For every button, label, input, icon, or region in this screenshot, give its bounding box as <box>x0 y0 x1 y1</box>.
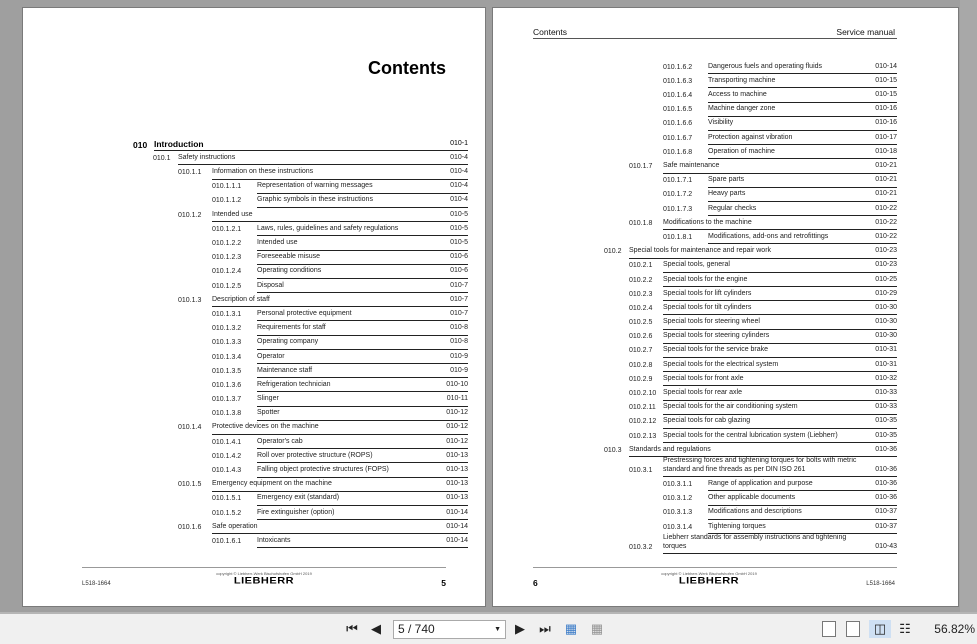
toc-entry[interactable] <box>153 336 468 350</box>
toc-entry[interactable] <box>153 222 468 236</box>
last-page-icon: ⏭ <box>539 621 551 636</box>
section-title: Requirements for staff <box>257 324 326 332</box>
toc-entry[interactable] <box>153 236 468 250</box>
section-title: Information on these instructions <box>212 168 314 176</box>
section-page: 010-12 <box>446 409 468 417</box>
section-page: 010-15 <box>875 91 897 99</box>
section-page: 010-4 <box>450 168 468 176</box>
footer-divider <box>533 567 897 568</box>
section-title: Emergency equipment on the machine <box>212 480 332 488</box>
section-title: Regular checks <box>708 204 757 212</box>
section-title: Special tools for rear axle <box>663 389 742 396</box>
toc-entry[interactable] <box>604 174 897 188</box>
toc-entry[interactable] <box>604 74 897 88</box>
section-number: 010.1 <box>153 154 171 162</box>
section-title: Operating conditions <box>257 267 322 275</box>
section-title: Maintenance staff <box>257 366 313 374</box>
section-page: 010-1 <box>450 139 468 147</box>
section-title: Liebherr standards for assembly instructions and tightening torques <box>663 534 847 550</box>
toc-entry[interactable] <box>153 392 468 406</box>
section-page: 010-22 <box>875 204 897 212</box>
section-title: Description of staff <box>212 295 270 303</box>
section-page: 010-9 <box>450 352 468 360</box>
toc-entry[interactable] <box>153 151 468 165</box>
section-page: 010-9 <box>450 366 468 374</box>
section-page: 010-33 <box>875 403 897 411</box>
section-page: 010-5 <box>450 224 468 232</box>
table-grid-icon: ▦ <box>590 621 604 636</box>
pdf-toolbar <box>0 612 977 644</box>
section-page: 010-16 <box>875 119 897 127</box>
section-page: 010-22 <box>875 218 897 226</box>
toc-entry[interactable] <box>153 478 468 492</box>
toc-entry[interactable] <box>604 145 897 159</box>
section-number: 010.3.2 <box>629 543 653 551</box>
page-number-select[interactable] <box>393 620 506 639</box>
section-number: 010.2.2 <box>629 276 653 284</box>
section-title: Operating company <box>257 338 319 346</box>
continuous-page-icon <box>846 621 860 637</box>
section-page: 010-36 <box>875 479 897 487</box>
section-page: 010-14 <box>446 522 468 530</box>
section-number: 010.1.2.3 <box>212 254 242 262</box>
section-title: Introduction <box>154 138 204 149</box>
section-number: 010.1.6.5 <box>663 106 693 114</box>
vertical-scrollbar[interactable] <box>960 0 977 612</box>
toc-entry[interactable] <box>604 344 897 358</box>
header-left: Contents <box>533 27 568 37</box>
section-number: 010.2.8 <box>629 361 653 369</box>
section-title: Spotter <box>257 409 280 417</box>
section-page: 010-29 <box>875 289 897 297</box>
toc-entry[interactable] <box>153 208 468 222</box>
section-title: Safe maintenance <box>663 162 720 169</box>
section-page: 010-30 <box>875 303 897 311</box>
toc-entry[interactable] <box>604 358 897 372</box>
section-title: Special tools for cab glazing <box>663 417 751 425</box>
section-page: 010-30 <box>875 332 897 340</box>
section-number: 010.1.2.1 <box>212 225 242 233</box>
section-page: 010-5 <box>450 210 468 218</box>
page-number: 5 <box>441 578 446 588</box>
section-number: 010.1.1.2 <box>212 197 242 205</box>
thumbnail-view-button[interactable] <box>588 620 606 638</box>
toc-entry[interactable] <box>604 506 897 520</box>
section-number: 010.1.4 <box>178 424 202 432</box>
toc-entry[interactable] <box>604 230 897 244</box>
toc-entry[interactable] <box>604 520 897 534</box>
toc-entry[interactable] <box>604 259 897 273</box>
section-number: 010.1.6.6 <box>663 120 693 128</box>
section-page: 010-14 <box>446 508 468 516</box>
two-page-continuous-button[interactable] <box>897 620 913 638</box>
section-number: 010.2.7 <box>629 347 653 355</box>
table-of-contents <box>133 137 468 548</box>
toc-entry[interactable] <box>153 534 468 548</box>
section-page: 010-21 <box>875 176 897 184</box>
toc-entry[interactable] <box>153 520 468 534</box>
section-title: Transporting machine <box>708 76 776 84</box>
section-page: 010-8 <box>450 324 468 332</box>
section-number: 010.1.5.2 <box>212 509 242 517</box>
toc-entry[interactable] <box>153 279 468 293</box>
section-number: 010.1.6 <box>178 523 202 531</box>
section-page: 010-7 <box>450 309 468 317</box>
first-page-button[interactable] <box>343 620 361 638</box>
section-page: 010-31 <box>875 346 897 354</box>
section-number: 010.1.5 <box>178 481 202 489</box>
section-page: 010-36 <box>875 465 897 473</box>
toc-entry[interactable] <box>153 435 468 449</box>
section-number: 010.1.1.1 <box>212 183 242 191</box>
first-page-icon: ⏮ <box>346 621 358 636</box>
toc-entry[interactable] <box>604 330 897 344</box>
section-number: 010.1.2 <box>178 211 202 219</box>
section-title: Special tools for the air conditioning system <box>663 403 798 411</box>
section-title: Modifications to the machine <box>663 218 752 226</box>
toc-entry[interactable] <box>153 378 468 392</box>
section-title: Operation of machine <box>708 147 775 155</box>
bookmark-view-button[interactable] <box>562 620 580 638</box>
section-title: Graphic symbols in these instructions <box>257 196 373 204</box>
section-page: 010-11 <box>446 395 468 403</box>
section-number: 010.1.1 <box>178 169 202 177</box>
two-page-icon: ◫ <box>873 621 887 636</box>
section-number: 010.1.3.2 <box>212 325 242 333</box>
section-number: 010.2.3 <box>629 290 653 298</box>
section-number: 010.1.4.1 <box>212 438 242 446</box>
section-number: 010.1.6.2 <box>663 63 693 71</box>
toc-entry[interactable] <box>153 293 468 307</box>
section-page: 010-6 <box>450 253 468 261</box>
section-page: 010-15 <box>875 76 897 84</box>
section-title: Standards and regulations <box>629 445 711 453</box>
footer-divider <box>82 567 446 568</box>
section-page: 010-37 <box>875 508 897 516</box>
section-number: 010.3.1.2 <box>663 495 693 503</box>
section-number: 010.1.6.1 <box>212 537 242 545</box>
toc-entry[interactable] <box>604 315 897 329</box>
section-page: 010-18 <box>875 147 897 155</box>
toc-entry[interactable] <box>604 301 897 315</box>
continuous-view-button[interactable] <box>846 620 860 638</box>
section-number: 010.1.8.1 <box>663 233 693 241</box>
pdf-page-5 <box>22 7 486 607</box>
section-title: Roll over protective structure (ROPS) <box>257 451 373 459</box>
previous-page-icon: ◀ <box>371 621 381 636</box>
toc-entry[interactable] <box>153 194 468 208</box>
previous-page-button[interactable] <box>368 620 384 638</box>
section-title: Intended use <box>212 210 253 218</box>
toc-entry[interactable] <box>153 180 468 194</box>
section-page: 010-7 <box>450 281 468 289</box>
section-number: 010.2.1 <box>629 262 653 270</box>
toc-entry[interactable] <box>604 103 897 117</box>
section-number: 010.3.1.4 <box>663 523 693 531</box>
section-page: 010-13 <box>446 466 468 473</box>
section-title: Special tools, general <box>663 261 730 269</box>
toc-entry[interactable] <box>153 407 468 421</box>
section-title: Modifications and descriptions <box>708 508 802 516</box>
toc-entry[interactable] <box>153 364 468 378</box>
page-number: 6 <box>533 578 538 588</box>
section-title: Dangerous fuels and operating fluids <box>708 62 823 70</box>
toc-entry[interactable] <box>604 216 897 230</box>
section-title: Slinger <box>257 395 279 403</box>
section-page: 010-8 <box>450 338 468 346</box>
section-page: 010-10 <box>446 380 468 388</box>
toc-entry[interactable] <box>604 443 897 457</box>
section-number: 010 <box>133 139 148 150</box>
section-number: 010.1.7.3 <box>663 205 693 213</box>
toc-entry[interactable] <box>153 463 468 477</box>
section-title: Spare parts <box>708 176 745 184</box>
section-page: 010-16 <box>875 105 897 113</box>
section-title: Representation of warning messages <box>257 182 373 190</box>
section-number: 010.3 <box>604 446 622 454</box>
toc-entry[interactable] <box>604 429 897 443</box>
toc-entry[interactable] <box>604 386 897 400</box>
section-page: 010-4 <box>450 196 468 204</box>
toc-entry[interactable] <box>153 421 468 435</box>
section-page: 010-17 <box>875 133 897 141</box>
section-title: Safety instructions <box>178 153 236 161</box>
header-divider <box>533 38 897 39</box>
section-number: 010.1.2.2 <box>212 240 242 247</box>
section-number: 010.2.10 <box>629 390 657 397</box>
chevron-down-icon: ▼ <box>494 626 501 633</box>
section-title: Heavy parts <box>708 190 746 198</box>
section-title: Special tools for steering cylinders <box>663 332 770 340</box>
section-page: 010-12 <box>446 437 468 445</box>
section-page: 010-13 <box>446 451 468 459</box>
section-number: 010.1.3 <box>178 296 202 304</box>
section-number: 010.2.4 <box>629 304 653 312</box>
section-page: 010-6 <box>450 267 468 275</box>
section-page: 010-23 <box>875 261 897 269</box>
pdf-page-6 <box>492 7 959 607</box>
section-page: 010-4 <box>450 153 468 161</box>
section-page: 010-14 <box>875 62 897 70</box>
toc-entry[interactable] <box>604 159 897 173</box>
section-number: 010.1.3.1 <box>212 310 242 318</box>
section-number: 010.1.7 <box>629 163 653 170</box>
section-number: 010.1.3.6 <box>212 381 242 389</box>
toc-entry[interactable] <box>604 415 897 429</box>
section-title: Modifications, add-ons and retrofittings <box>708 232 829 240</box>
section-page: 010-36 <box>875 445 897 453</box>
section-number: 010.2.13 <box>629 432 657 440</box>
toc-entry[interactable] <box>604 401 897 415</box>
section-number: 010.1.4.3 <box>212 467 242 474</box>
section-number: 010.1.3.5 <box>212 367 242 375</box>
section-number: 010.2.5 <box>629 319 653 327</box>
single-page-view-button[interactable] <box>822 620 836 638</box>
section-title: Special tools for steering wheel <box>663 318 760 326</box>
toc-entry[interactable] <box>604 491 897 505</box>
toc-entry[interactable] <box>153 350 468 364</box>
section-number: 010.1.6.8 <box>663 148 693 156</box>
section-number: 010.1.5.1 <box>212 495 242 503</box>
toc-entry[interactable] <box>604 287 897 301</box>
section-title: Access to machine <box>708 91 767 99</box>
toc-entry[interactable] <box>153 265 468 279</box>
single-page-icon <box>822 621 836 637</box>
section-title: Special tools for the electrical system <box>663 360 779 368</box>
section-title: Special tools for the central lubrication system (Liebherr) <box>663 431 838 439</box>
section-number: 010.2.11 <box>629 404 656 412</box>
section-page: 010-5 <box>450 239 468 246</box>
section-title: Operator's cab <box>257 437 303 445</box>
toc-entry[interactable] <box>153 251 468 265</box>
section-number: 010.1.6.4 <box>663 92 693 100</box>
next-page-button[interactable] <box>512 620 528 638</box>
section-number: 010.1.6.3 <box>663 77 693 85</box>
section-title: Foreseeable misuse <box>257 253 321 261</box>
section-title: Special tools for the engine <box>663 275 748 283</box>
section-title: Protective devices on the machine <box>212 423 319 431</box>
toc-entry[interactable] <box>604 188 897 202</box>
section-page: 010-32 <box>875 374 897 382</box>
section-title: Prestressing forces and tightening torques for bolts with metric standard and fine threads as per DIN ISO 261 <box>663 457 857 473</box>
toc-entry[interactable] <box>153 492 468 506</box>
toc-entry[interactable] <box>604 60 897 74</box>
section-title: Machine danger zone <box>708 105 776 113</box>
toc-entry[interactable] <box>604 273 897 287</box>
section-page: 010-37 <box>875 522 897 530</box>
section-title: Operator <box>257 352 285 360</box>
section-title: Special tools for tilt cylinders <box>663 303 752 311</box>
section-page: 010-33 <box>875 389 897 396</box>
section-title: Intoxicants <box>257 536 291 544</box>
section-page: 010-12 <box>446 423 468 431</box>
section-title: Emergency exit (standard) <box>257 494 340 502</box>
section-number: 010.1.7.2 <box>663 191 693 199</box>
section-page: 010-23 <box>875 247 897 255</box>
section-page: 010-22 <box>875 232 897 240</box>
section-title: Tightening torques <box>708 522 766 530</box>
section-number: 010.2.9 <box>629 375 653 383</box>
section-number: 010.2.6 <box>629 333 653 341</box>
table-grid-icon: ▦ <box>564 621 578 636</box>
section-number: 010.1.7.1 <box>663 177 693 185</box>
next-page-icon: ▶ <box>515 621 525 636</box>
section-title: Safe operation <box>212 522 258 530</box>
document-code: L518-1664 <box>82 581 111 587</box>
toc-entry[interactable] <box>604 244 897 258</box>
section-page: 010-7 <box>450 295 468 303</box>
copyright: copyright © Liebherr-Werk Bischofshofen GmbH 2019 <box>661 571 757 576</box>
section-title: Special tools for maintenance and repair work <box>629 247 772 255</box>
liebherr-logo: LIEBHERR <box>678 575 740 587</box>
toc-entry[interactable] <box>604 131 897 145</box>
section-title: Visibility <box>708 119 734 127</box>
last-page-button[interactable] <box>536 620 554 638</box>
toc-entry[interactable] <box>604 534 897 554</box>
toc-entry[interactable] <box>604 477 897 491</box>
section-page: 010-13 <box>446 480 468 488</box>
section-number: 010.1.8 <box>629 219 653 227</box>
section-page: 010-35 <box>875 431 897 439</box>
section-number: 010.1.2.5 <box>212 282 242 290</box>
section-page: 010-25 <box>875 275 897 283</box>
toc-entry[interactable] <box>133 137 468 151</box>
section-page: 010-13 <box>446 494 468 502</box>
toc-entry[interactable] <box>604 88 897 102</box>
section-title: Refrigeration technician <box>257 380 331 388</box>
section-title: Laws, rules, guidelines and safety regulations <box>257 224 399 232</box>
header-right: Service manual <box>836 27 895 37</box>
document-code: L518-1664 <box>866 581 895 587</box>
section-title: Personal protective equipment <box>257 309 352 317</box>
section-page: 010-21 <box>875 190 897 198</box>
section-number: 010.2 <box>604 248 622 256</box>
section-number: 010.1.3.4 <box>212 353 242 361</box>
toc-entry[interactable] <box>153 321 468 335</box>
table-of-contents <box>604 60 897 554</box>
toc-entry[interactable] <box>153 307 468 321</box>
toc-entry[interactable] <box>604 372 897 386</box>
toc-entry[interactable] <box>153 449 468 463</box>
section-number: 010.1.3.3 <box>212 339 242 347</box>
liebherr-logo: LIEBHERR <box>233 575 295 587</box>
section-title: Disposal <box>257 281 284 289</box>
section-page: 010-36 <box>875 494 897 502</box>
two-page-continuous-icon: ☷ <box>899 621 911 636</box>
section-title: Fire extinguisher (option) <box>257 508 335 516</box>
section-page: 010-21 <box>875 162 897 169</box>
section-title: Range of application and purpose <box>708 479 813 487</box>
section-page: 010-43 <box>875 542 897 550</box>
section-title: Other applicable documents <box>708 494 796 502</box>
toc-entry[interactable] <box>604 117 897 131</box>
section-title: Protection against vibration <box>708 133 793 141</box>
section-page: 010-30 <box>875 318 897 326</box>
page-title: Contents <box>368 58 446 78</box>
section-number: 010.3.1.1 <box>663 480 693 488</box>
section-number: 010.1.3.8 <box>212 410 242 418</box>
toc-entry[interactable] <box>153 506 468 520</box>
section-page: 010-4 <box>450 182 468 190</box>
section-number: 010.1.2.4 <box>212 268 242 276</box>
section-title: Intended use <box>257 239 298 246</box>
section-number: 010.1.3.7 <box>212 396 242 404</box>
two-page-view-button[interactable] <box>869 620 891 638</box>
toc-entry[interactable] <box>153 165 468 179</box>
section-page: 010-35 <box>875 417 897 425</box>
section-number: 010.1.6.7 <box>663 134 693 142</box>
section-number: 010.2.12 <box>629 418 657 426</box>
section-title: Falling object protective structures (FOPS) <box>257 466 389 473</box>
section-page: 010-31 <box>875 360 897 368</box>
section-page: 010-14 <box>446 536 468 544</box>
section-title: Special tools for lift cylinders <box>663 289 752 297</box>
section-title: Special tools for front axle <box>663 374 744 382</box>
copyright: copyright © Liebherr-Werk Bischofshofen GmbH 2019 <box>216 571 312 576</box>
section-number: 010.3.1.3 <box>663 509 693 517</box>
zoom-level[interactable]: 56.82% <box>934 622 975 636</box>
section-title: Special tools for the service brake <box>663 346 769 354</box>
section-number: 010.1.4.2 <box>212 452 242 460</box>
section-number: 010.3.1 <box>629 466 653 474</box>
toc-entry[interactable] <box>604 202 897 216</box>
page-field-value: 5 / 740 <box>398 622 435 636</box>
toc-entry[interactable] <box>604 457 897 477</box>
